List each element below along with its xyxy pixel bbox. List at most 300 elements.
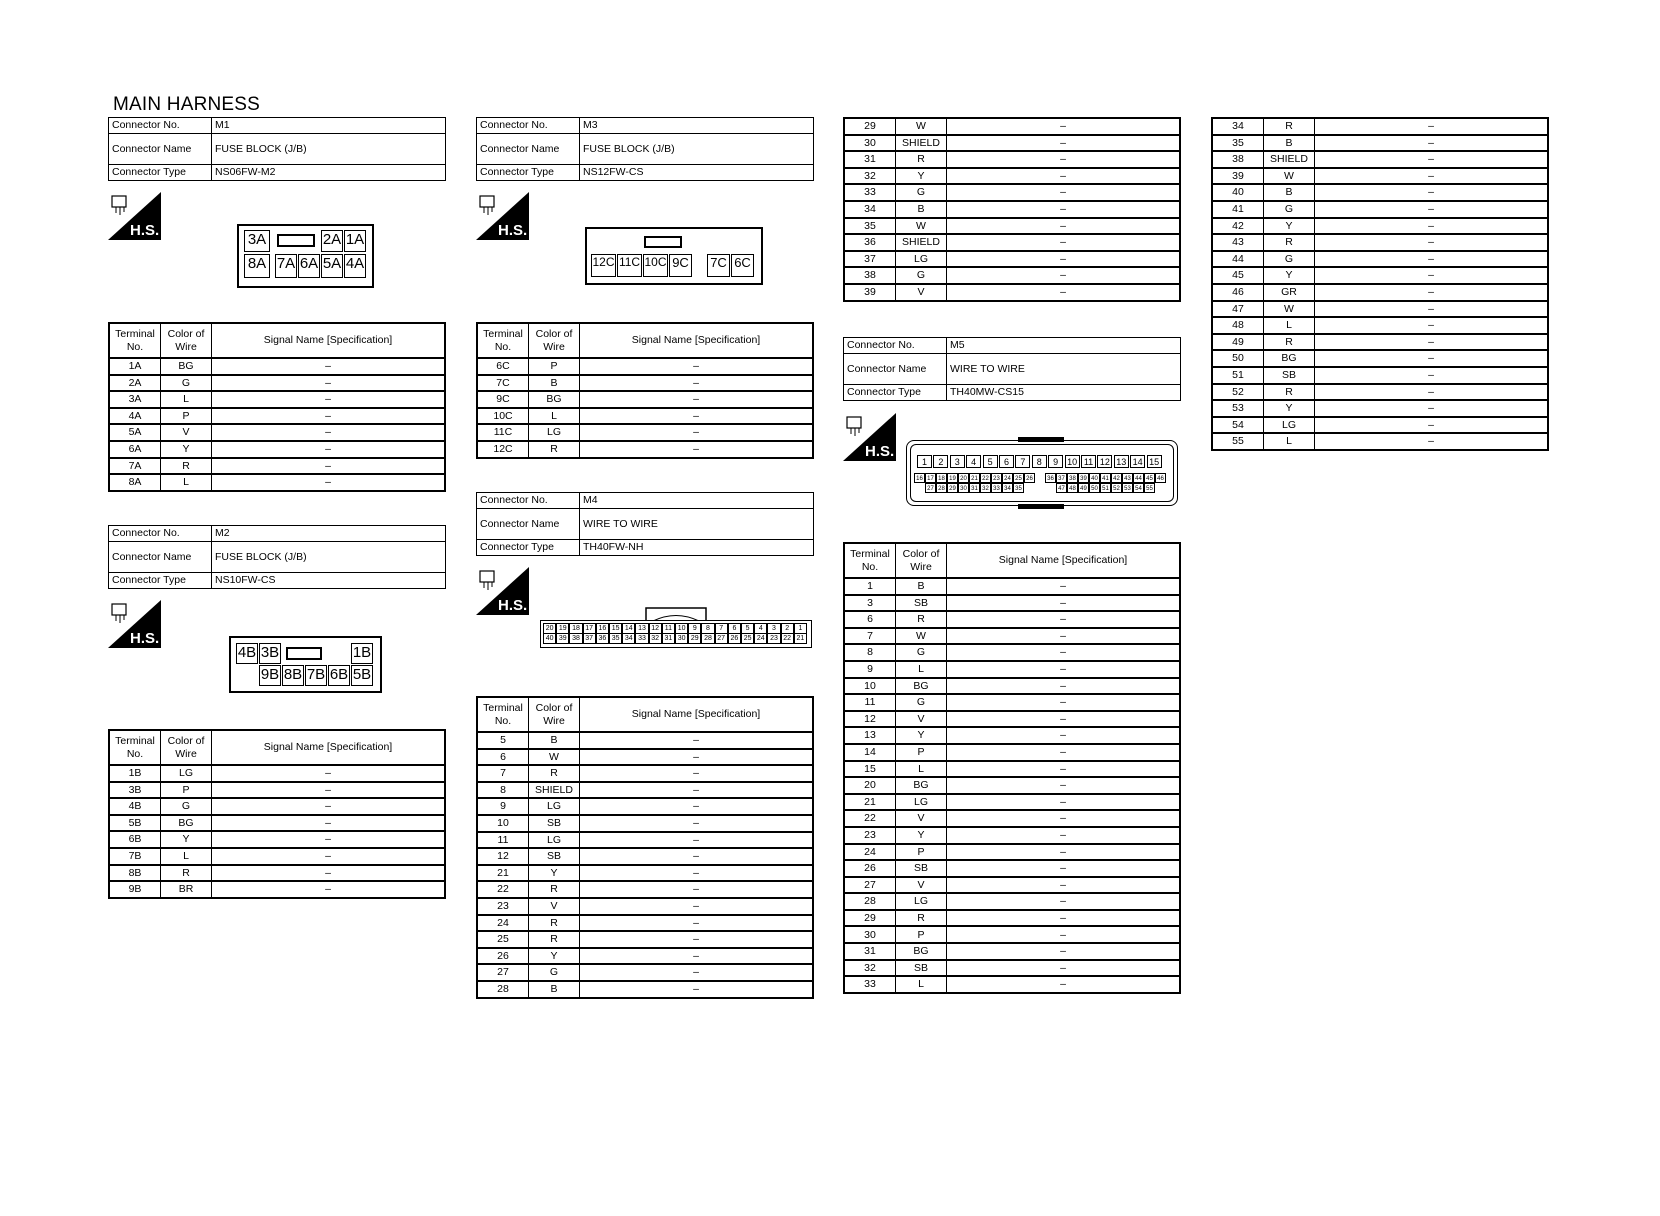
terminal-no-cell: 6C bbox=[477, 358, 529, 375]
wire-color-cell: GR bbox=[1264, 284, 1315, 301]
table-row bbox=[477, 441, 813, 458]
pin-cell: 29 bbox=[947, 483, 958, 493]
signal-name-cell: – bbox=[947, 201, 1181, 218]
wire-color-cell: Y bbox=[161, 831, 212, 848]
header-signal-name: Signal Name [Specification] bbox=[580, 323, 814, 358]
terminal-no-cell: 50 bbox=[1212, 350, 1264, 367]
connector-m4-pin-table bbox=[476, 696, 814, 999]
wire-color-cell: SHIELD bbox=[896, 135, 947, 152]
terminal-no-cell: 3 bbox=[844, 595, 896, 612]
pin-cell: 1 bbox=[917, 455, 932, 468]
wire-color-cell: Y bbox=[529, 865, 580, 882]
table-row bbox=[844, 661, 1180, 678]
pin-cell: 3A bbox=[244, 230, 270, 252]
terminal-no-cell: 26 bbox=[477, 948, 529, 965]
connector-m1-face bbox=[237, 224, 374, 288]
pin-cell: 12C bbox=[591, 254, 616, 277]
pin-cell: 30 bbox=[958, 483, 969, 493]
table-row bbox=[109, 881, 445, 898]
terminal-no-cell: 6 bbox=[477, 749, 529, 766]
table-row bbox=[477, 865, 813, 882]
label-connector-name: Connector Name bbox=[477, 509, 580, 540]
connector-m5-pin-table-continued bbox=[1211, 117, 1549, 451]
signal-name-cell: – bbox=[947, 578, 1181, 595]
table-row bbox=[844, 151, 1180, 168]
pin-cell: 30 bbox=[675, 633, 688, 644]
terminal-no-cell: 32 bbox=[844, 168, 896, 185]
wire-color-cell: Y bbox=[1264, 400, 1315, 417]
table-row bbox=[844, 910, 1180, 927]
pin-cell: 40 bbox=[543, 633, 556, 644]
table-row bbox=[109, 798, 445, 815]
pin-cell: 11 bbox=[1081, 455, 1096, 468]
wire-color-cell: W bbox=[1264, 301, 1315, 318]
connector-type-value: TH40FW-NH bbox=[580, 540, 814, 556]
terminal-no-cell: 36 bbox=[844, 234, 896, 251]
terminal-no-cell: 3A bbox=[109, 391, 161, 408]
pin-cell: 25 bbox=[1013, 473, 1024, 483]
header-color-of-wire: Color of Wire bbox=[529, 697, 580, 732]
table-row bbox=[844, 694, 1180, 711]
terminal-no-cell: 12 bbox=[477, 848, 529, 865]
table-row bbox=[844, 135, 1180, 152]
table-row bbox=[1212, 350, 1548, 367]
pin-cell: 54 bbox=[1133, 483, 1144, 493]
header-color-of-wire: Color of Wire bbox=[896, 543, 947, 578]
connector-m5-face bbox=[906, 440, 1178, 506]
label-connector-type: Connector Type bbox=[477, 540, 580, 556]
pin-cell: 7 bbox=[1015, 455, 1030, 468]
wire-color-cell: Y bbox=[1264, 267, 1315, 284]
terminal-no-cell: 12 bbox=[844, 711, 896, 728]
terminal-no-cell: 8B bbox=[109, 865, 161, 882]
pin-table bbox=[476, 696, 814, 999]
label-connector-name: Connector Name bbox=[477, 134, 580, 165]
table-row bbox=[477, 749, 813, 766]
terminal-no-cell: 22 bbox=[844, 810, 896, 827]
terminal-no-cell: 9 bbox=[844, 661, 896, 678]
pin-cell: 35 bbox=[1013, 483, 1024, 493]
pin-cell: 37 bbox=[583, 633, 596, 644]
pin-cell: 26 bbox=[1024, 473, 1035, 483]
connector-name-value: WIRE TO WIRE bbox=[580, 509, 814, 540]
pin-cell: 15 bbox=[609, 623, 622, 634]
signal-name-cell: – bbox=[947, 151, 1181, 168]
wire-color-cell: W bbox=[896, 218, 947, 235]
terminal-no-cell: 51 bbox=[1212, 367, 1264, 384]
wire-color-cell: W bbox=[529, 749, 580, 766]
pin-cell: 46 bbox=[1155, 473, 1166, 483]
pin-cell: 9 bbox=[1048, 455, 1063, 468]
label-connector-name: Connector Name bbox=[109, 542, 212, 573]
signal-name-cell: – bbox=[1315, 201, 1549, 218]
wire-color-cell: SHIELD bbox=[1264, 151, 1315, 168]
pin-cell: 7C bbox=[707, 254, 730, 277]
signal-name-cell: – bbox=[947, 694, 1181, 711]
wire-color-cell: G bbox=[1264, 201, 1315, 218]
wire-color-cell: V bbox=[896, 284, 947, 301]
wire-color-cell: P bbox=[896, 926, 947, 943]
pin-cell: 6B bbox=[328, 665, 350, 686]
signal-name-cell: – bbox=[947, 234, 1181, 251]
pin-cell: 44 bbox=[1133, 473, 1144, 483]
label-connector-no: Connector No. bbox=[477, 118, 580, 134]
wire-color-cell: R bbox=[529, 441, 580, 458]
label-connector-name: Connector Name bbox=[109, 134, 212, 165]
signal-name-cell: – bbox=[947, 860, 1181, 877]
table-row bbox=[1212, 367, 1548, 384]
signal-name-cell: – bbox=[947, 744, 1181, 761]
table-row bbox=[109, 848, 445, 865]
signal-name-cell: – bbox=[1315, 350, 1549, 367]
wire-color-cell: BG bbox=[1264, 350, 1315, 367]
signal-name-cell: – bbox=[580, 915, 814, 932]
pin-cell: 28 bbox=[701, 633, 714, 644]
wire-color-cell: R bbox=[529, 881, 580, 898]
table-row bbox=[1212, 234, 1548, 251]
signal-name-cell: – bbox=[212, 441, 446, 458]
table-row bbox=[844, 810, 1180, 827]
table-row bbox=[109, 815, 445, 832]
wire-color-cell: L bbox=[896, 976, 947, 993]
signal-name-cell: – bbox=[947, 727, 1181, 744]
wire-color-cell: Y bbox=[1264, 218, 1315, 235]
terminal-no-cell: 48 bbox=[1212, 317, 1264, 334]
signal-name-cell: – bbox=[580, 981, 814, 998]
table-row bbox=[1212, 301, 1548, 318]
header-signal-name: Signal Name [Specification] bbox=[212, 730, 446, 765]
signal-name-cell: – bbox=[947, 893, 1181, 910]
terminal-no-cell: 6A bbox=[109, 441, 161, 458]
pin-cell: 36 bbox=[596, 633, 609, 644]
pin-cell: 5 bbox=[741, 623, 754, 634]
wire-color-cell: L bbox=[161, 848, 212, 865]
header-terminal-no: Terminal No. bbox=[109, 730, 161, 765]
wire-color-cell: G bbox=[896, 694, 947, 711]
wire-color-cell: SB bbox=[896, 960, 947, 977]
pin-cell: 36 bbox=[1045, 473, 1056, 483]
signal-name-cell: – bbox=[212, 458, 446, 475]
table-row bbox=[1212, 218, 1548, 235]
pin-cell: 22 bbox=[781, 633, 794, 644]
connector-m3-pin-table bbox=[476, 322, 814, 459]
pin-cell: 39 bbox=[556, 633, 569, 644]
pin-cell: 41 bbox=[1100, 473, 1111, 483]
terminal-no-cell: 9C bbox=[477, 391, 529, 408]
pin-cell: 50 bbox=[1089, 483, 1100, 493]
table-row bbox=[109, 782, 445, 799]
signal-name-cell: – bbox=[580, 798, 814, 815]
table-row bbox=[844, 284, 1180, 301]
wire-color-cell: R bbox=[529, 931, 580, 948]
signal-name-cell: – bbox=[580, 948, 814, 965]
table-row bbox=[109, 831, 445, 848]
pin-cell: 2 bbox=[933, 455, 948, 468]
signal-name-cell: – bbox=[1315, 234, 1549, 251]
pin-cell: 13 bbox=[635, 623, 648, 634]
wire-color-cell: P bbox=[161, 408, 212, 425]
terminal-no-cell: 5B bbox=[109, 815, 161, 832]
table-row bbox=[844, 611, 1180, 628]
wire-color-cell: R bbox=[529, 915, 580, 932]
connector-m1-pin-table bbox=[108, 322, 446, 492]
connector-no-value: M3 bbox=[580, 118, 814, 134]
pin-table bbox=[108, 322, 446, 492]
lock-tab bbox=[644, 236, 682, 248]
signal-name-cell: – bbox=[1315, 218, 1549, 235]
signal-name-cell: – bbox=[947, 118, 1181, 135]
signal-name-cell: – bbox=[947, 284, 1181, 301]
signal-name-cell: – bbox=[580, 815, 814, 832]
signal-name-cell: – bbox=[212, 782, 446, 799]
wire-color-cell: Y bbox=[161, 441, 212, 458]
header-color-of-wire: Color of Wire bbox=[529, 323, 580, 358]
pin-cell: 13 bbox=[1114, 455, 1129, 468]
table-row bbox=[844, 678, 1180, 695]
terminal-no-cell: 11 bbox=[844, 694, 896, 711]
pin-cell: 34 bbox=[1002, 483, 1013, 493]
wire-color-cell: V bbox=[896, 877, 947, 894]
terminal-no-cell: 3B bbox=[109, 782, 161, 799]
wire-color-cell: R bbox=[896, 611, 947, 628]
terminal-no-cell: 23 bbox=[844, 827, 896, 844]
terminal-no-cell: 42 bbox=[1212, 218, 1264, 235]
terminal-no-cell: 27 bbox=[477, 964, 529, 981]
signal-name-cell: – bbox=[580, 898, 814, 915]
wire-color-cell: R bbox=[896, 151, 947, 168]
wire-color-cell: G bbox=[896, 184, 947, 201]
signal-name-cell: – bbox=[580, 424, 814, 441]
signal-name-cell: – bbox=[580, 881, 814, 898]
wire-color-cell: B bbox=[896, 201, 947, 218]
pin-cell: 12 bbox=[1097, 455, 1112, 468]
wire-color-cell: LG bbox=[1264, 417, 1315, 434]
label-connector-no: Connector No. bbox=[109, 526, 212, 542]
pin-cell: 18 bbox=[569, 623, 582, 634]
signal-name-cell: – bbox=[947, 794, 1181, 811]
hs-icon bbox=[476, 567, 529, 615]
wire-color-cell: LG bbox=[896, 794, 947, 811]
terminal-no-cell: 54 bbox=[1212, 417, 1264, 434]
wire-color-cell: L bbox=[161, 391, 212, 408]
pin-cell: 3 bbox=[767, 623, 780, 634]
terminal-no-cell: 39 bbox=[844, 284, 896, 301]
signal-name-cell: – bbox=[580, 931, 814, 948]
connector-no-value: M5 bbox=[947, 338, 1181, 354]
wire-color-cell: W bbox=[896, 118, 947, 135]
page-title: MAIN HARNESS bbox=[113, 94, 261, 115]
terminal-no-cell: 40 bbox=[1212, 184, 1264, 201]
terminal-no-cell: 35 bbox=[1212, 135, 1264, 152]
wire-color-cell: V bbox=[896, 810, 947, 827]
pin-cell: 4A bbox=[344, 254, 366, 278]
terminal-no-cell: 7C bbox=[477, 375, 529, 392]
connector-type-value: NS06FW-M2 bbox=[212, 165, 446, 181]
pin-cell: 20 bbox=[958, 473, 969, 483]
label-connector-type: Connector Type bbox=[109, 573, 212, 589]
signal-name-cell: – bbox=[947, 926, 1181, 943]
wire-color-cell: Y bbox=[529, 948, 580, 965]
wire-color-cell: B bbox=[1264, 184, 1315, 201]
pin-cell: 17 bbox=[583, 623, 596, 634]
terminal-no-cell: 8A bbox=[109, 474, 161, 491]
pin-cell: 27 bbox=[715, 633, 728, 644]
lock-tab bbox=[277, 234, 315, 247]
pin-cell: 10C bbox=[643, 254, 668, 277]
pin-cell: 26 bbox=[728, 633, 741, 644]
connector-no-value: M1 bbox=[212, 118, 446, 134]
wire-color-cell: LG bbox=[896, 893, 947, 910]
terminal-no-cell: 14 bbox=[844, 744, 896, 761]
signal-name-cell: – bbox=[947, 184, 1181, 201]
signal-name-cell: – bbox=[947, 595, 1181, 612]
table-row bbox=[844, 844, 1180, 861]
signal-name-cell: – bbox=[1315, 317, 1549, 334]
pin-cell: 1A bbox=[344, 230, 366, 252]
wire-color-cell: G bbox=[896, 644, 947, 661]
pin-cell: 19 bbox=[556, 623, 569, 634]
wire-color-cell: BG bbox=[161, 815, 212, 832]
terminal-no-cell: 24 bbox=[844, 844, 896, 861]
table-row bbox=[1212, 118, 1548, 135]
svg-text:H.S.: H.S. bbox=[130, 630, 160, 647]
connector-m5-info bbox=[843, 337, 1181, 401]
pin-cell: 37 bbox=[1056, 473, 1067, 483]
signal-name-cell: – bbox=[947, 661, 1181, 678]
signal-name-cell: – bbox=[212, 815, 446, 832]
table-row bbox=[844, 595, 1180, 612]
signal-name-cell: – bbox=[212, 881, 446, 898]
pin-cell: 38 bbox=[1067, 473, 1078, 483]
pin-table bbox=[843, 117, 1181, 302]
signal-name-cell: – bbox=[947, 267, 1181, 284]
terminal-no-cell: 10C bbox=[477, 408, 529, 425]
wire-color-cell: G bbox=[1264, 251, 1315, 268]
connector-m4-face bbox=[540, 620, 812, 648]
hs-icon bbox=[108, 600, 161, 648]
pin-cell: 43 bbox=[1122, 473, 1133, 483]
signal-name-cell: – bbox=[580, 391, 814, 408]
wire-color-cell: V bbox=[529, 898, 580, 915]
pin-cell: 32 bbox=[649, 633, 662, 644]
wire-color-cell: BR bbox=[161, 881, 212, 898]
table-row bbox=[477, 915, 813, 932]
label-connector-type: Connector Type bbox=[109, 165, 212, 181]
terminal-no-cell: 9B bbox=[109, 881, 161, 898]
terminal-no-cell: 7 bbox=[477, 765, 529, 782]
table-row bbox=[109, 765, 445, 782]
table-row bbox=[1212, 400, 1548, 417]
connector-m4-pin-table-continued bbox=[843, 117, 1181, 302]
signal-name-cell: – bbox=[947, 761, 1181, 778]
table-row bbox=[844, 827, 1180, 844]
terminal-no-cell: 25 bbox=[477, 931, 529, 948]
pin-cell: 48 bbox=[1067, 483, 1078, 493]
terminal-no-cell: 21 bbox=[844, 794, 896, 811]
wire-color-cell: R bbox=[1264, 384, 1315, 401]
header-terminal-no: Terminal No. bbox=[109, 323, 161, 358]
pin-cell: 8 bbox=[701, 623, 714, 634]
table-row bbox=[477, 424, 813, 441]
signal-name-cell: – bbox=[947, 135, 1181, 152]
signal-name-cell: – bbox=[1315, 334, 1549, 351]
terminal-no-cell: 21 bbox=[477, 865, 529, 882]
signal-name-cell: – bbox=[947, 711, 1181, 728]
pin-cell: 39 bbox=[1078, 473, 1089, 483]
wire-color-cell: V bbox=[896, 711, 947, 728]
connector-no-value: M2 bbox=[212, 526, 446, 542]
pin-cell: 10 bbox=[1065, 455, 1080, 468]
terminal-no-cell: 10 bbox=[477, 815, 529, 832]
terminal-no-cell: 28 bbox=[477, 981, 529, 998]
pin-cell: 7 bbox=[715, 623, 728, 634]
pin-cell: 29 bbox=[688, 633, 701, 644]
terminal-no-cell: 33 bbox=[844, 976, 896, 993]
signal-name-cell: – bbox=[212, 424, 446, 441]
connector-type-value: TH40MW-CS15 bbox=[947, 385, 1181, 401]
terminal-no-cell: 27 bbox=[844, 877, 896, 894]
table-row bbox=[844, 628, 1180, 645]
signal-name-cell: – bbox=[947, 844, 1181, 861]
table-row bbox=[844, 267, 1180, 284]
signal-name-cell: – bbox=[212, 865, 446, 882]
pin-cell: 20 bbox=[543, 623, 556, 634]
connector-no-value: M4 bbox=[580, 493, 814, 509]
pin-cell: 11C bbox=[617, 254, 642, 277]
pin-cell: 33 bbox=[991, 483, 1002, 493]
pin-cell: 28 bbox=[936, 483, 947, 493]
table-row bbox=[1212, 334, 1548, 351]
table-row bbox=[477, 375, 813, 392]
wire-color-cell: Y bbox=[896, 827, 947, 844]
table-row bbox=[1212, 135, 1548, 152]
wire-color-cell: R bbox=[161, 865, 212, 882]
table-row bbox=[1212, 317, 1548, 334]
pin-cell: 32 bbox=[980, 483, 991, 493]
terminal-no-cell: 13 bbox=[844, 727, 896, 744]
signal-name-cell: – bbox=[1315, 151, 1549, 168]
pin-cell: 9C bbox=[669, 254, 692, 277]
header-terminal-no: Terminal No. bbox=[477, 697, 529, 732]
table-row bbox=[1212, 184, 1548, 201]
pin-cell: 40 bbox=[1089, 473, 1100, 483]
svg-text:H.S.: H.S. bbox=[498, 597, 528, 614]
signal-name-cell: – bbox=[947, 644, 1181, 661]
connector-m3-face bbox=[585, 227, 763, 285]
terminal-no-cell: 47 bbox=[1212, 301, 1264, 318]
signal-name-cell: – bbox=[947, 628, 1181, 645]
pin-cell: 1B bbox=[351, 643, 373, 664]
wire-color-cell: W bbox=[1264, 168, 1315, 185]
header-signal-name: Signal Name [Specification] bbox=[212, 323, 446, 358]
pin-cell: 52 bbox=[1111, 483, 1122, 493]
pin-cell: 4B bbox=[236, 643, 258, 664]
signal-name-cell: – bbox=[1315, 417, 1549, 434]
connector-type-value: NS12FW-CS bbox=[580, 165, 814, 181]
label-connector-type: Connector Type bbox=[844, 385, 947, 401]
terminal-no-cell: 9 bbox=[477, 798, 529, 815]
signal-name-cell: – bbox=[1315, 433, 1549, 450]
pin-cell: 11 bbox=[662, 623, 675, 634]
terminal-no-cell: 1 bbox=[844, 578, 896, 595]
wire-color-cell: SB bbox=[1264, 367, 1315, 384]
table-row bbox=[477, 782, 813, 799]
wire-color-cell: P bbox=[161, 782, 212, 799]
terminal-no-cell: 7A bbox=[109, 458, 161, 475]
table-row bbox=[477, 765, 813, 782]
table-row bbox=[844, 727, 1180, 744]
table-row bbox=[844, 877, 1180, 894]
